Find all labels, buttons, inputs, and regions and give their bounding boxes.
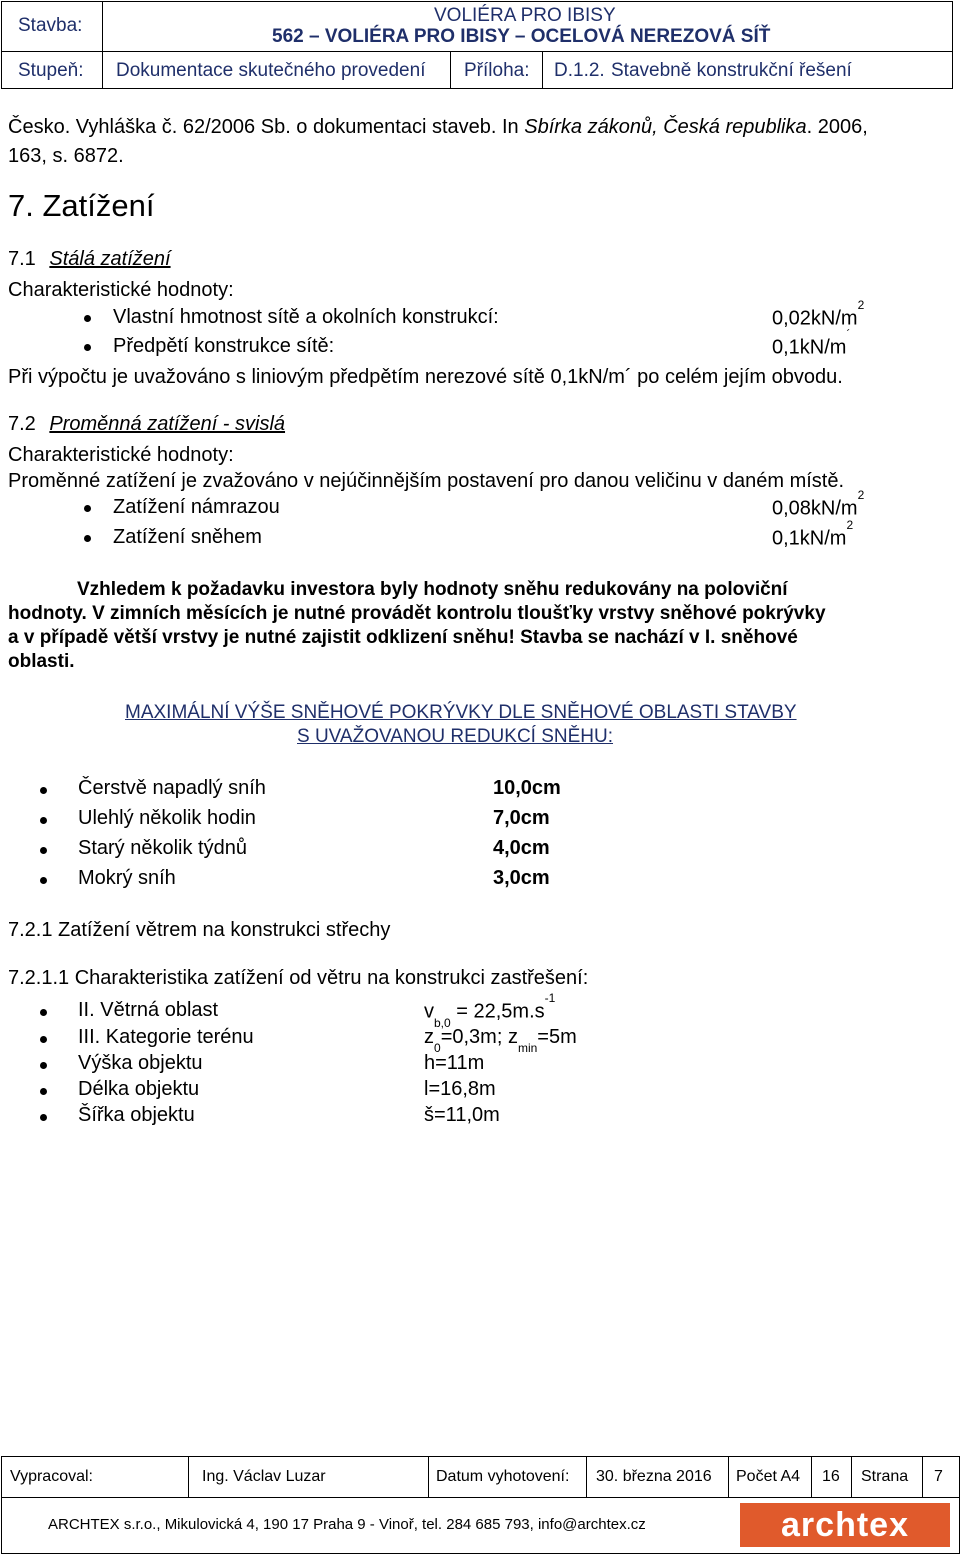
snow-depth: 3,0cm (493, 867, 550, 889)
snow-depth: 4,0cm (493, 837, 550, 859)
bullet (40, 817, 47, 824)
wind-param-label: Šířka objektu (78, 1104, 195, 1126)
divider (102, 52, 103, 88)
prestress-note: Při výpočtu je uvažováno s liniovým předpětím nerezové sítě 0,1kN/m´ po celém jejím obvodu. (8, 366, 843, 388)
bullet (40, 847, 47, 854)
load-value: $0,02kN/m^2$ (772, 298, 865, 330)
load-value: 0,1kN/m´ (772, 327, 851, 359)
wind-param-label: Délka objektu (78, 1078, 200, 1100)
load-value: $0,08kN/m^2$ (772, 488, 865, 520)
subsection-7-2-1-1-heading: 7.2.1.1 Charakteristika zatížení od větru na konstrukci zastřešení: (8, 967, 589, 989)
datum-label: Datum vyhotovení: (436, 1468, 570, 1485)
divider (428, 1457, 429, 1497)
load-label: Předpětí konstrukce sítě: (113, 335, 335, 357)
wind-param-value: š=11,0m (424, 1104, 500, 1126)
snow-warning-line: a v případě větší vrstvy je nutné zajistit odklizení sněhu! Stavba se nachází v I. sněhové (8, 627, 798, 648)
priloha-value: Stavebně konstrukční řešení (611, 60, 852, 81)
char-values-label: Charakteristické hodnoty: (8, 279, 234, 301)
divider (851, 1457, 852, 1497)
variable-load-desc: Proměnné zatížení je zvažováno v nejúčinnějším postavení pro danou veličinu v daném místě. (8, 470, 845, 492)
citation-line-1 (8, 116, 868, 139)
load-label: Vlastní hmotnost sítě a okolních konstrukcí: (113, 306, 499, 328)
snow-warning-line: oblasti. (8, 651, 75, 672)
bullet (40, 1009, 47, 1016)
priloha-code: D.1.2. (554, 60, 605, 81)
divider (102, 2, 103, 51)
wind-param-value: h=11m (424, 1052, 485, 1074)
citation-line-2: 163, s. 6872. (8, 145, 124, 167)
datum-value: 30. března 2016 (596, 1468, 712, 1485)
bullet (40, 1088, 47, 1095)
bullet (84, 535, 91, 542)
subsection-title: Stálá zatížení (49, 248, 171, 270)
bullet (84, 505, 91, 512)
bullet (40, 1062, 47, 1069)
load-label: Zatížení sněhem (113, 526, 262, 548)
subsection-number: 7.1 (8, 248, 36, 270)
wind-param-label: Výška objektu (78, 1052, 203, 1074)
wind-param-value: l=16,8m (424, 1078, 496, 1100)
header-row-stavba (2, 2, 952, 52)
snow-type: Mokrý sníh (78, 867, 176, 889)
subsection-title: Proměnná zatížení - svislá (49, 413, 286, 435)
citation-text: Česko. Vyhláška č. 62/2006 Sb. o dokumentaci staveb. In (8, 116, 525, 138)
snow-type: Starý několik týdnů (78, 837, 247, 859)
snow-depth: 7,0cm (493, 807, 550, 829)
divider (188, 1457, 189, 1497)
stupen-value: Dokumentace skutečného provedení (116, 60, 426, 81)
divider (542, 52, 543, 88)
snow-depth: 10,0cm (493, 777, 561, 799)
snow-type: Čerstvě napadlý sníh (78, 777, 266, 799)
divider (728, 1457, 729, 1497)
archtex-logo (740, 1503, 950, 1547)
footer-info-row (2, 1457, 959, 1498)
priloha-label: Příloha: (464, 60, 530, 81)
wind-param-value: $v_{b,0} = 22,5m.s^{-1}$ (424, 991, 556, 1030)
document-footer (1, 1456, 960, 1554)
wind-param-label: II. Větrná oblast (78, 999, 219, 1021)
pocet-label: Počet A4 (736, 1468, 801, 1485)
bullet (84, 315, 91, 322)
vypracoval-value: Ing. Václav Luzar (202, 1468, 326, 1485)
vypracoval-label: Vypracoval: (10, 1468, 93, 1485)
divider (586, 1457, 587, 1497)
strana-label: Strana (861, 1468, 909, 1485)
subsection-7-1-heading (8, 248, 171, 271)
subsection-7-2-heading (8, 413, 285, 436)
project-title: VOLIÉRA PRO IBISY (434, 5, 616, 26)
divider (922, 1457, 923, 1497)
company-address: ARCHTEX s.r.o., Mikulovická 4, 190 17 Praha 9 - Vinoř, tel. 284 685 793, info@archtex.cz (48, 1516, 646, 1533)
archtex-logo-graphic (740, 1503, 950, 1547)
wind-param-label: III. Kategorie terénu (78, 1026, 254, 1048)
snow-warning-line: hodnoty. V zimních měsících je nutné provádět kontrolu tloušťky vrstvy sněhové pokrývky (8, 603, 826, 624)
snow-type: Ulehlý několik hodin (78, 807, 256, 829)
subsection-number: 7.2 (8, 413, 36, 435)
snow-depth-heading: S UVAŽOVANOU REDUKCÍ SNĚHU: (297, 726, 614, 747)
citation-text: . 2006, (806, 116, 868, 138)
header-row-stupen (2, 52, 952, 88)
pocet-value: 16 (822, 1468, 840, 1485)
bullet (40, 1114, 47, 1121)
load-value: $0,1kN/m^2$ (772, 518, 854, 550)
stupen-label: Stupeň: (18, 60, 84, 81)
divider (450, 52, 451, 88)
bullet (84, 344, 91, 351)
stavba-label: Stavba: (18, 15, 83, 36)
subsection-7-2-1-heading: 7.2.1 Zatížení větrem na konstrukci střechy (8, 919, 391, 941)
snow-warning-line: Vzhledem k požadavku investora byly hodnoty sněhu redukovány na poloviční (77, 579, 788, 600)
wind-param-value: $z_0=0,3m$; $z_{min}=5m$ (424, 1026, 577, 1055)
footer-address-row (2, 1498, 959, 1553)
section-heading: 7. Zatížení (8, 188, 155, 223)
divider (811, 1457, 812, 1497)
document-header (1, 1, 953, 89)
bullet (40, 787, 47, 794)
bullet (40, 877, 47, 884)
load-label: Zatížení námrazou (113, 496, 280, 518)
strana-value: 7 (934, 1468, 943, 1485)
citation-italic: Sbírka zákonů, Česká republika (524, 116, 807, 138)
bullet (40, 1036, 47, 1043)
project-subtitle: 562 – VOLIÉRA PRO IBISY – OCELOVÁ NEREZOVÁ SÍŤ (272, 26, 771, 47)
svg-text:archtex: archtex (781, 1506, 909, 1544)
snow-depth-heading: MAXIMÁLNÍ VÝŠE SNĚHOVÉ POKRÝVKY DLE SNĚHOVÉ OBLASTI STAVBY (125, 702, 797, 723)
char-values-label: Charakteristické hodnoty: (8, 444, 234, 466)
